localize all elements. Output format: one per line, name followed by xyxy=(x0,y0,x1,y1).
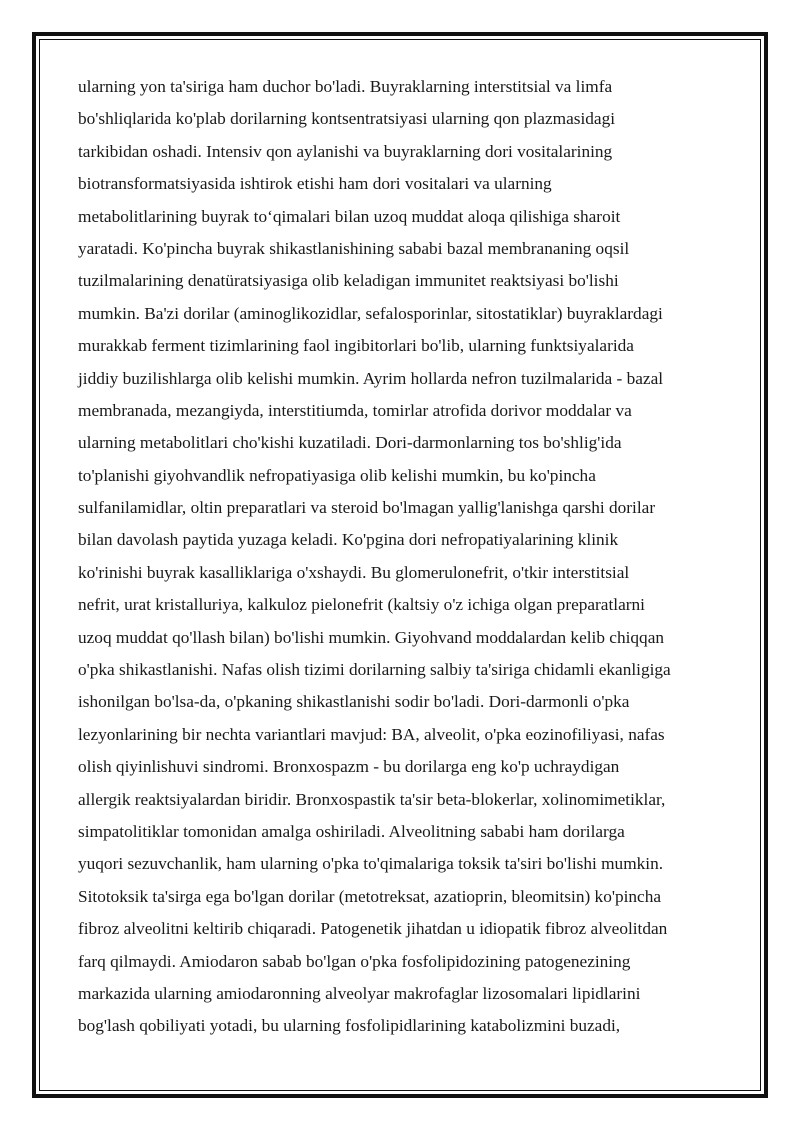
text-line: yuqori sezuvchanlik, ham ularning o'pka to'qimalariga toksik ta'siri bo'lishi mumkin. xyxy=(78,854,664,874)
text-line: bog'lash qobiliyati yotadi, bu ularning fosfolipidlarining katabolizmini buzadi, xyxy=(78,1016,621,1036)
text-line: olish qiyinlishuvi sindromi. Bronxospazm - bu dorilarga eng ko'p uchraydigan xyxy=(78,757,620,777)
text-line: lezyonlarining bir nechta variantlari mavjud: BA, alveolit, o'pka eozinofiliyasi, nafas xyxy=(78,724,665,744)
text-line: ularning metabolitlari cho'kishi kuzatiladi. Dori-darmonlarning tos bo'shlig'ida xyxy=(78,433,622,453)
text-line: bo'shliqlarida ko'plab dorilarning kontsentratsiyasi ularning qon plazmasidagi xyxy=(78,109,616,129)
text-line: uzoq muddat qo'llash bilan) bo'lishi mumkin. Giyohvand moddalardan kelib chiqqan xyxy=(78,627,665,647)
text-line: membranada, mezangiyda, interstitiumda, tomirlar atrofida dorivor moddalar va xyxy=(78,400,632,420)
text-line: mumkin. Ba'zi dorilar (aminoglikozidlar, sefalosporinlar, sitostatiklar) buyraklardagi xyxy=(78,303,663,323)
text-line: Sitotoksik ta'sirga ega bo'lgan dorilar (metotreksat, azatioprin, bleomitsin) ko'pincha xyxy=(78,886,662,906)
text-line: o'pka shikastlanishi. Nafas olish tizimi dorilarning salbiy ta'siriga chidamli ekanligiga xyxy=(78,660,671,680)
text-line: yaratadi. Ko'pincha buyrak shikastlanishining sababi bazal membrananing oqsil xyxy=(78,238,630,258)
text-line: ularning yon ta'siriga ham duchor bo'ladi. Buyraklarning interstitsial va limfa xyxy=(78,77,613,96)
text-line: ko'rinishi buyrak kasalliklariga o'xshaydi. Bu glomerulonefrit, o'tkir interstitsial xyxy=(78,562,630,582)
body-text xyxy=(78,71,728,1043)
text-line: markazida ularning amiodaronning alveolyar makrofaglar lizosomalari lipidlarini xyxy=(78,983,641,1003)
text-line: jiddiy buzilishlarga olib kelishi mumkin. Ayrim hollarda nefron tuzilmalarida - bazal xyxy=(78,368,664,388)
text-line: simpatolitiklar tomonidan amalga oshiriladi. Alveolitning sababi ham dorilarga xyxy=(78,821,625,841)
text-line: farq qilmaydi. Amiodaron sabab bo'lgan o'pka fosfolipidozining patogenezining xyxy=(78,951,631,971)
text-line: tuzilmalarining denatüratsiyasiga olib keladigan immunitet reaktsiyasi bo'lishi xyxy=(78,271,619,291)
text-line: fibroz alveolitni keltirib chiqaradi. Patogenetik jihatdan u idiopatik fibroz alveolitdan xyxy=(78,919,668,939)
text-line: nefrit, urat kristalluriya, kalkuloz pielonefrit (kaltsiy o'z ichiga olgan preparatlarni xyxy=(78,595,645,615)
text-line: bilan davolash paytida yuzaga keladi. Ko'pgina dori nefropatiyalarining klinik xyxy=(78,530,619,550)
text-line: biotransformatsiyasida ishtirok etishi ham dori vositalari va ularning xyxy=(78,174,552,194)
text-line: ishonilgan bo'lsa-da, o'pkaning shikastlanishi sodir bo'ladi. Dori-darmonli o'pka xyxy=(78,692,630,712)
text-line: allergik reaktsiyalardan biridir. Bronxospastik ta'sir beta-blokerlar, xolinomimetiklar, xyxy=(78,789,666,809)
text-line: sulfanilamidlar, oltin preparatlari va steroid bo'lmagan yallig'lanishga qarshi dorilar xyxy=(78,498,656,518)
text-line: murakkab ferment tizimlarining faol ingibitorlari bo'lib, ularning funktsiyalarida xyxy=(78,336,634,356)
text-line: metabolitlarining buyrak to‘qimalari bilan uzoq muddat aloqa qilishiga sharoit xyxy=(78,206,621,226)
text-line: tarkibidan oshadi. Intensiv qon aylanishi va buyraklarning dori vositalarining xyxy=(78,141,613,161)
text-line: to'planishi giyohvandlik nefropatiyasiga olib kelishi mumkin, bu ko'pincha xyxy=(78,465,596,485)
